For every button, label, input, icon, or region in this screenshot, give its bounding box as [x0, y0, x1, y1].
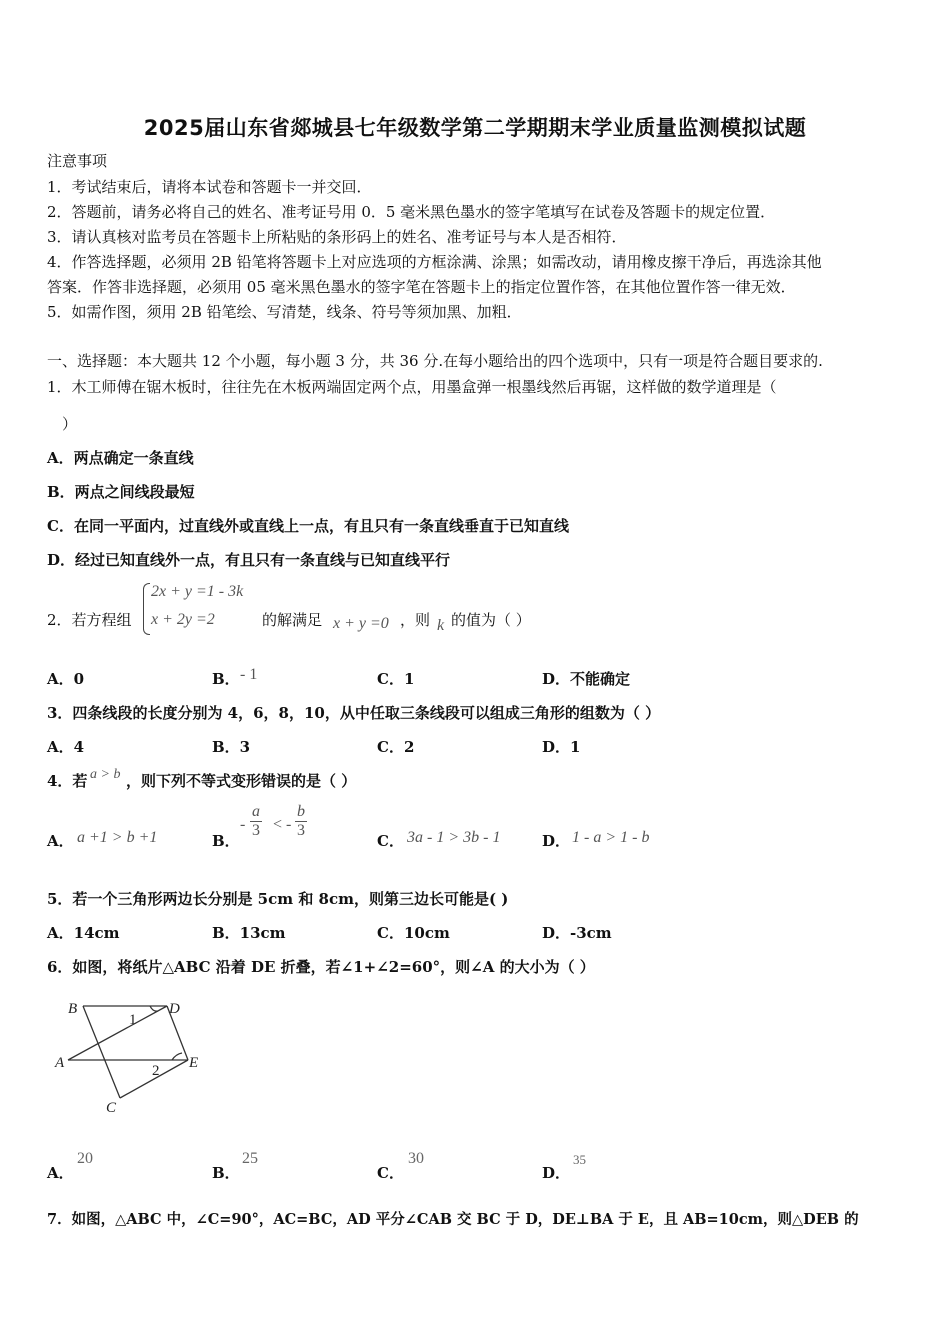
- section-heading: 一、选择题：本大题共 12 个小题，每小题 3 分，共 36 分.在每小题给出的四个选项中，只有一项是符合题目要求的.: [47, 352, 823, 370]
- question-6-stem: 6．如图，将纸片△ABC 沿着 DE 折叠，若∠1+∠2=60°，则∠A 的大小为（ ）: [47, 958, 595, 976]
- question-2-option-b-math: - 1: [240, 666, 258, 683]
- variable-k: k: [437, 617, 445, 634]
- equation-1: 2x + y =1 - 3k: [151, 583, 244, 600]
- question-6-option-d-value: 35: [573, 1152, 586, 1167]
- question-3-option-a: A．4: [47, 738, 85, 756]
- question-5-option-a: A．14cm: [47, 924, 120, 942]
- equation-brace: [143, 583, 150, 635]
- question-4-option-d-math: 1 - a > 1 - b: [572, 829, 650, 846]
- question-4-option-b-frac1: [250, 803, 262, 840]
- angle-1-arc: [150, 1006, 158, 1011]
- question-2-option-d: D．不能确定: [542, 670, 631, 688]
- question-3-option-b: B．3: [212, 738, 251, 756]
- question-4-option-b-mid: < -: [273, 816, 292, 833]
- label-b: B: [68, 1001, 78, 1017]
- segment-ad: [68, 1006, 167, 1060]
- notice-item: 2．答题前，请务必将自己的姓名、准考证号用 0．5 毫米黑色墨水的签字笔填写在试卷及答题卡的规定位置．: [47, 203, 776, 221]
- label-a: A: [55, 1055, 65, 1071]
- angle-2-arc: [172, 1053, 182, 1060]
- question-4-option-b-minus: -: [240, 816, 246, 833]
- question-2-option-a: A．0: [47, 670, 85, 688]
- question-6-option-a-value: 20: [77, 1150, 93, 1167]
- question-7-stem: 7．如图，△ABC 中，∠C=90°，AC=BC，AD 平分∠CAB 交 BC 于 D，DE⊥BA 于 E，且 AB=10cm，则△DEB 的: [47, 1211, 859, 1228]
- label-d: D: [169, 1001, 180, 1017]
- question-6-option-d-label: D．: [542, 1164, 571, 1182]
- question-1-option-c: C．在同一平面内，过直线外或直线上一点，有且只有一条直线垂直于已知直线: [47, 517, 569, 535]
- label-angle-1: 1: [129, 1012, 137, 1028]
- question-5-option-b: B．13cm: [212, 924, 286, 942]
- fraction-denominator: 3: [252, 822, 260, 839]
- question-2-suffix: 的值为（ ）: [451, 611, 531, 629]
- question-3-option-d: D．1: [542, 738, 581, 756]
- fraction-denominator: 3: [297, 822, 305, 839]
- notice-item: 3．请认真核对监考员在答题卡上所粘贴的条形码上的姓名、准考证号与本人是否相符．: [47, 228, 627, 246]
- question-3-stem: 3．四条线段的长度分别为 4，6，8，10，从中任取三条线段可以组成三角形的组数为（ ）: [47, 704, 661, 722]
- question-2-prefix: 2．若方程组: [47, 611, 132, 629]
- notice-item: 1．考试结束后，请将本试卷和答题卡一并交回．: [47, 178, 372, 196]
- page-title: 2025届山东省郯城县七年级数学第二学期期末学业质量监测模拟试题: [143, 116, 807, 140]
- question-4-option-b-frac2: [295, 803, 307, 840]
- question-4-prefix: 4．若: [47, 772, 88, 790]
- notice-item: 5．如需作图，须用 2B 铅笔绘、写清楚，线条、符号等须加黑、加粗．: [47, 303, 522, 321]
- fraction-numerator: a: [252, 803, 260, 820]
- question-4-option-b-label: B．: [212, 832, 240, 850]
- triangle-fold-figure: [50, 995, 210, 1115]
- question-5-option-d: D．-3cm: [542, 924, 612, 942]
- question-1-option-a: A．两点确定一条直线: [47, 449, 194, 467]
- question-1-option-b: B．两点之间线段最短: [47, 483, 195, 501]
- notice-item: 4．作答选择题，必须用 2B 铅笔将答题卡上对应选项的方框涂满、涂黑；如需改动，请用橡皮擦干净后，再选涂其他: [47, 253, 822, 271]
- question-2-mid: 的解满足: [262, 611, 323, 629]
- label-e: E: [189, 1055, 199, 1071]
- notice-item: 答案．作答非选择题，必须用 05 毫米黑色墨水的签字笔在答题卡上的指定位置作答，在其他位置作答一律无效．: [47, 278, 796, 296]
- question-5-stem: 5．若一个三角形两边长分别是 5cm 和 8cm，则第三边长可能是( ): [47, 890, 509, 908]
- question-4-option-a-math: a +1 > b +1: [77, 829, 158, 846]
- question-4-option-a-label: A．: [47, 832, 74, 850]
- question-1-option-d: D．经过已知直线外一点，有且只有一条直线与已知直线平行: [47, 551, 451, 569]
- label-c: C: [106, 1100, 117, 1115]
- question-1-stem: 1．木工师傅在锯木板时，往往先在木板两端固定两个点，用墨盒弹一根墨线然后再锯，这样做的数学道理是（: [47, 378, 777, 396]
- question-4-option-c-label: C．: [377, 832, 404, 850]
- question-3-option-c: C．2: [377, 738, 415, 756]
- question-4-option-d-label: D．: [542, 832, 571, 850]
- question-6-option-b-label: B．: [212, 1164, 240, 1182]
- question-2-option-b: B．: [212, 670, 240, 688]
- question-2-option-c: C．1: [377, 670, 415, 688]
- segment-bc: [83, 1006, 120, 1098]
- question-1-stem-end: ）: [62, 415, 78, 433]
- question-6-option-c-label: C．: [377, 1164, 404, 1182]
- fraction-numerator: b: [297, 803, 305, 820]
- question-4-condition: a > b: [90, 767, 121, 782]
- notice-heading: 注意事项: [47, 152, 108, 170]
- question-6-option-a-label: A．: [47, 1164, 74, 1182]
- condition-math: x + y =0: [333, 615, 389, 632]
- question-6-option-c-value: 30: [408, 1150, 424, 1167]
- question-4-suffix: ，则下列不等式变形错误的是（ ）: [126, 772, 357, 790]
- question-5-option-c: C．10cm: [377, 924, 450, 942]
- question-2-comma: ，则: [400, 611, 431, 629]
- label-angle-2: 2: [152, 1063, 160, 1079]
- equation-2: x + 2y =2: [151, 611, 215, 628]
- question-6-option-b-value: 25: [242, 1150, 258, 1167]
- question-4-option-c-math: 3a - 1 > 3b - 1: [407, 829, 501, 846]
